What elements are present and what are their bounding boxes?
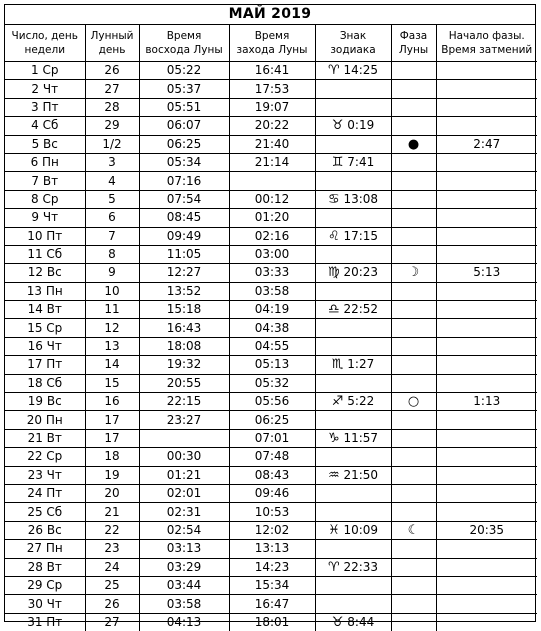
table-row — [5, 356, 537, 374]
table-row — [5, 576, 537, 594]
table-row — [5, 62, 537, 80]
header-phase-start: Начало фазы. Время затмений — [436, 25, 537, 62]
zodiac-time: 1:27 — [347, 357, 375, 372]
date-cell: 1 Ср — [5, 62, 85, 80]
table-row — [5, 429, 537, 447]
date-cell: 21 Вт — [5, 429, 85, 447]
date-cell: 28 Вт — [5, 558, 85, 576]
date-cell: 14 Вт — [5, 301, 85, 319]
zodiac-cell — [315, 484, 391, 502]
table-row — [5, 98, 537, 116]
table-row — [5, 190, 537, 208]
lunar-day-cell: 12 — [85, 319, 139, 337]
moonrise-cell: 03:29 — [139, 558, 229, 576]
moonset-cell: 16:47 — [229, 595, 315, 613]
table-row — [5, 613, 537, 631]
table-row — [5, 466, 537, 484]
moonrise-cell: 00:30 — [139, 448, 229, 466]
phase-start-cell: 1:13 — [436, 393, 537, 411]
zodiac-cell — [315, 135, 391, 153]
moon-phase-cell — [391, 117, 436, 135]
zodiac-sign-icon: ♐ — [331, 394, 344, 410]
moonrise-cell: 06:07 — [139, 117, 229, 135]
moonset-cell: 00:12 — [229, 190, 315, 208]
table-row — [5, 301, 537, 319]
moon-phase-cell — [391, 558, 436, 576]
header-moonrise: Время восхода Луны — [139, 25, 229, 62]
table-row — [5, 135, 537, 153]
table-row — [5, 411, 537, 429]
moonrise-cell — [139, 429, 229, 447]
moonrise-cell: 05:22 — [139, 62, 229, 80]
date-cell: 6 Пн — [5, 153, 85, 171]
lunar-day-cell: 25 — [85, 576, 139, 594]
zodiac-sign-icon: ♏ — [331, 357, 344, 373]
header-row — [5, 25, 537, 62]
moonset-cell: 04:55 — [229, 337, 315, 355]
zodiac-sign-icon: ♎ — [327, 302, 340, 318]
moonrise-cell: 16:43 — [139, 319, 229, 337]
moon-phase-cell — [391, 153, 436, 171]
date-cell: 26 Вс — [5, 521, 85, 539]
date-cell: 3 Пт — [5, 98, 85, 116]
zodiac-cell — [315, 172, 391, 190]
moon-phase-cell — [391, 227, 436, 245]
moonrise-cell: 05:34 — [139, 153, 229, 171]
lunar-day-cell: 5 — [85, 190, 139, 208]
moon-phase-cell — [391, 429, 436, 447]
date-cell: 29 Ср — [5, 576, 85, 594]
table-row — [5, 540, 537, 558]
moonset-cell: 05:13 — [229, 356, 315, 374]
lunar-day-cell: 27 — [85, 80, 139, 98]
zodiac-time: 0:19 — [347, 118, 375, 133]
moonset-cell: 14:23 — [229, 558, 315, 576]
zodiac-cell — [315, 282, 391, 300]
date-cell: 16 Чт — [5, 337, 85, 355]
moonset-cell — [229, 172, 315, 190]
phase-start-cell — [436, 356, 537, 374]
moon-phase-cell — [391, 337, 436, 355]
moonrise-cell: 13:52 — [139, 282, 229, 300]
lunar-day-cell: 11 — [85, 301, 139, 319]
moonrise-cell: 03:13 — [139, 540, 229, 558]
zodiac-cell — [315, 62, 391, 80]
lunar-day-cell: 9 — [85, 264, 139, 282]
zodiac-sign-icon: ♋ — [327, 191, 340, 207]
phase-start-cell — [436, 429, 537, 447]
zodiac-time: 17:15 — [343, 228, 379, 243]
zodiac-time: 5:22 — [347, 394, 375, 409]
moon-phase-cell — [391, 393, 436, 411]
moonset-cell: 03:33 — [229, 264, 315, 282]
lunar-day-cell: 8 — [85, 245, 139, 263]
table-row — [5, 282, 537, 300]
lunar-day-cell: 1/2 — [85, 135, 139, 153]
date-cell: 8 Ср — [5, 190, 85, 208]
phase-start-cell — [436, 209, 537, 227]
table-row — [5, 117, 537, 135]
moon-phase-cell — [391, 62, 436, 80]
zodiac-cell — [315, 301, 391, 319]
phase-start-cell — [436, 227, 537, 245]
zodiac-sign-icon: ♒ — [327, 467, 340, 483]
date-cell: 10 Пт — [5, 227, 85, 245]
moon-phase-cell — [391, 319, 436, 337]
lunar-day-cell: 17 — [85, 411, 139, 429]
moonrise-cell: 19:32 — [139, 356, 229, 374]
zodiac-time: 14:25 — [343, 63, 379, 78]
moonset-cell: 08:43 — [229, 466, 315, 484]
zodiac-cell — [315, 337, 391, 355]
zodiac-cell — [315, 264, 391, 282]
zodiac-sign-icon: ♈ — [327, 559, 340, 575]
table-row — [5, 503, 537, 521]
lunar-day-cell: 14 — [85, 356, 139, 374]
lunar-day-cell: 29 — [85, 117, 139, 135]
date-cell: 23 Чт — [5, 466, 85, 484]
zodiac-cell — [315, 613, 391, 631]
table-row — [5, 209, 537, 227]
phase-start-cell — [436, 613, 537, 631]
lunar-calendar-page — [4, 4, 536, 630]
moon-phase-icon: ● — [407, 136, 420, 152]
moonrise-cell: 09:49 — [139, 227, 229, 245]
phase-start-cell — [436, 484, 537, 502]
moonset-cell: 10:53 — [229, 503, 315, 521]
moonset-cell: 04:19 — [229, 301, 315, 319]
phase-start-cell — [436, 411, 537, 429]
moonset-cell: 07:01 — [229, 429, 315, 447]
zodiac-sign-icon: ♓ — [327, 522, 340, 538]
phase-start-cell — [436, 153, 537, 171]
date-cell: 31 Пт — [5, 613, 85, 631]
zodiac-cell — [315, 374, 391, 392]
table-row — [5, 153, 537, 171]
lunar-day-cell: 3 — [85, 153, 139, 171]
table-row — [5, 521, 537, 539]
moon-phase-cell — [391, 595, 436, 613]
table-row — [5, 80, 537, 98]
zodiac-cell — [315, 521, 391, 539]
phase-start-cell — [436, 245, 537, 263]
zodiac-cell — [315, 319, 391, 337]
lunar-day-cell: 7 — [85, 227, 139, 245]
zodiac-cell — [315, 429, 391, 447]
phase-start-cell — [436, 374, 537, 392]
zodiac-time: 11:57 — [343, 431, 379, 445]
date-cell: 27 Пн — [5, 540, 85, 558]
zodiac-cell — [315, 80, 391, 98]
header-lunar-day: Лунный день — [85, 25, 139, 62]
phase-start-cell: 2:47 — [436, 135, 537, 153]
moonrise-cell: 03:58 — [139, 595, 229, 613]
table-row — [5, 245, 537, 263]
zodiac-time: 22:33 — [343, 559, 379, 574]
moonset-cell: 01:20 — [229, 209, 315, 227]
moonrise-cell: 03:44 — [139, 576, 229, 594]
zodiac-time: 10:09 — [343, 522, 379, 537]
phase-start-cell — [436, 595, 537, 613]
table-row — [5, 172, 537, 190]
zodiac-sign-icon: ♍ — [327, 265, 340, 281]
moon-phase-cell — [391, 135, 436, 153]
moonrise-cell: 20:55 — [139, 374, 229, 392]
moonrise-cell: 05:37 — [139, 80, 229, 98]
lunar-day-cell: 23 — [85, 540, 139, 558]
phase-start-cell — [436, 466, 537, 484]
lunar-day-cell: 22 — [85, 521, 139, 539]
moonrise-cell: 15:18 — [139, 301, 229, 319]
header-phase: Фаза Луны — [391, 25, 436, 62]
date-cell: 24 Пт — [5, 484, 85, 502]
moonset-cell: 02:16 — [229, 227, 315, 245]
moonset-cell: 05:56 — [229, 393, 315, 411]
moonset-cell: 07:48 — [229, 448, 315, 466]
zodiac-cell — [315, 153, 391, 171]
zodiac-cell — [315, 245, 391, 263]
lunar-day-cell: 10 — [85, 282, 139, 300]
moonset-cell: 20:22 — [229, 117, 315, 135]
moonrise-cell: 18:08 — [139, 337, 229, 355]
moon-phase-cell — [391, 356, 436, 374]
zodiac-cell — [315, 558, 391, 576]
table-row — [5, 264, 537, 282]
zodiac-cell — [315, 393, 391, 411]
lunar-day-cell: 28 — [85, 98, 139, 116]
moonrise-cell: 07:54 — [139, 190, 229, 208]
date-cell: 13 Пн — [5, 282, 85, 300]
lunar-day-cell: 13 — [85, 337, 139, 355]
moon-phase-cell — [391, 503, 436, 521]
moon-phase-cell — [391, 466, 436, 484]
phase-start-cell — [436, 448, 537, 466]
zodiac-cell — [315, 356, 391, 374]
moonrise-cell: 05:51 — [139, 98, 229, 116]
phase-start-cell — [436, 337, 537, 355]
moon-phase-cell — [391, 448, 436, 466]
zodiac-cell — [315, 227, 391, 245]
lunar-day-cell: 18 — [85, 448, 139, 466]
table-row — [5, 227, 537, 245]
moonset-cell: 09:46 — [229, 484, 315, 502]
zodiac-sign-icon: ♌ — [327, 228, 340, 244]
moonrise-cell: 01:21 — [139, 466, 229, 484]
moonset-cell: 16:41 — [229, 62, 315, 80]
moon-phase-cell — [391, 245, 436, 263]
moonrise-cell: 04:13 — [139, 613, 229, 631]
moon-phase-cell — [391, 80, 436, 98]
moon-phase-cell — [391, 521, 436, 539]
date-cell: 18 Сб — [5, 374, 85, 392]
date-cell: 15 Ср — [5, 319, 85, 337]
moonrise-cell: 22:15 — [139, 393, 229, 411]
moonrise-cell: 06:25 — [139, 135, 229, 153]
date-cell: 20 Пн — [5, 411, 85, 429]
zodiac-cell — [315, 209, 391, 227]
date-cell: 4 Сб — [5, 117, 85, 135]
date-cell: 19 Вс — [5, 393, 85, 411]
phase-start-cell — [436, 503, 537, 521]
moon-phase-icon: ○ — [407, 394, 420, 410]
moonset-cell: 15:34 — [229, 576, 315, 594]
table-row — [5, 374, 537, 392]
moon-phase-cell — [391, 282, 436, 300]
moonrise-cell: 12:27 — [139, 264, 229, 282]
moon-phase-cell — [391, 301, 436, 319]
moon-phase-cell — [391, 209, 436, 227]
moon-phase-cell — [391, 613, 436, 631]
phase-start-cell: 5:13 — [436, 264, 537, 282]
table-row — [5, 595, 537, 613]
zodiac-cell — [315, 576, 391, 594]
moonrise-cell: 07:16 — [139, 172, 229, 190]
moonset-cell: 19:07 — [229, 98, 315, 116]
lunar-day-cell: 15 — [85, 374, 139, 392]
lunar-day-cell: 24 — [85, 558, 139, 576]
lunar-day-cell: 26 — [85, 62, 139, 80]
moonset-cell: 21:14 — [229, 153, 315, 171]
phase-start-cell — [436, 172, 537, 190]
date-cell: 12 Вс — [5, 264, 85, 282]
date-cell: 5 Вс — [5, 135, 85, 153]
zodiac-time: 7:41 — [347, 155, 375, 170]
header-zodiac: Знак зодиака — [315, 25, 391, 62]
zodiac-cell — [315, 595, 391, 613]
table-row — [5, 558, 537, 576]
moonset-cell: 04:38 — [229, 319, 315, 337]
phase-start-cell — [436, 190, 537, 208]
zodiac-cell — [315, 411, 391, 429]
table-row — [5, 319, 537, 337]
phase-start-cell — [436, 558, 537, 576]
phase-start-cell — [436, 301, 537, 319]
phase-start-cell — [436, 80, 537, 98]
table-row — [5, 337, 537, 355]
zodiac-time: 13:08 — [343, 191, 379, 206]
moonrise-cell: 02:31 — [139, 503, 229, 521]
moonset-cell: 18:01 — [229, 613, 315, 631]
moonset-cell: 12:02 — [229, 521, 315, 539]
lunar-day-cell: 20 — [85, 484, 139, 502]
moon-phase-cell — [391, 484, 436, 502]
zodiac-sign-icon: ♑ — [327, 431, 340, 446]
lunar-day-cell: 26 — [85, 595, 139, 613]
moon-phase-cell — [391, 540, 436, 558]
phase-start-cell: 20:35 — [436, 521, 537, 539]
moon-phase-cell — [391, 576, 436, 594]
moonrise-cell: 23:27 — [139, 411, 229, 429]
moon-phase-icon: ☽ — [407, 265, 420, 281]
lunar-calendar-table — [5, 25, 537, 631]
zodiac-cell — [315, 190, 391, 208]
page-title: МАЙ 2019 — [5, 5, 535, 25]
lunar-day-cell: 21 — [85, 503, 139, 521]
moon-phase-cell — [391, 374, 436, 392]
zodiac-time: 22:52 — [343, 302, 379, 317]
moonset-cell: 21:40 — [229, 135, 315, 153]
moonset-cell: 06:25 — [229, 411, 315, 429]
phase-start-cell — [436, 540, 537, 558]
zodiac-cell — [315, 540, 391, 558]
header-moonset: Время захода Луны — [229, 25, 315, 62]
moon-phase-cell — [391, 172, 436, 190]
date-cell: 17 Пт — [5, 356, 85, 374]
lunar-day-cell: 27 — [85, 613, 139, 631]
phase-start-cell — [436, 576, 537, 594]
phase-start-cell — [436, 98, 537, 116]
moon-phase-icon: ☾ — [407, 522, 420, 538]
lunar-day-cell: 6 — [85, 209, 139, 227]
zodiac-sign-icon: ♊ — [331, 155, 344, 171]
moon-phase-cell — [391, 190, 436, 208]
phase-start-cell — [436, 62, 537, 80]
zodiac-time: 20:23 — [343, 265, 379, 280]
lunar-day-cell: 17 — [85, 429, 139, 447]
phase-start-cell — [436, 319, 537, 337]
moonset-cell: 03:00 — [229, 245, 315, 263]
lunar-day-cell: 16 — [85, 393, 139, 411]
moonset-cell: 03:58 — [229, 282, 315, 300]
lunar-day-cell: 19 — [85, 466, 139, 484]
moonrise-cell: 08:45 — [139, 209, 229, 227]
zodiac-time: 8:44 — [347, 614, 375, 629]
zodiac-cell — [315, 503, 391, 521]
table-row — [5, 484, 537, 502]
moonset-cell: 17:53 — [229, 80, 315, 98]
date-cell: 9 Чт — [5, 209, 85, 227]
moonrise-cell: 02:54 — [139, 521, 229, 539]
zodiac-time: 21:50 — [343, 467, 379, 482]
moon-phase-cell — [391, 264, 436, 282]
date-cell: 7 Вт — [5, 172, 85, 190]
header-day: Число, день недели — [5, 25, 85, 62]
zodiac-sign-icon: ♉ — [331, 614, 344, 630]
lunar-day-cell: 4 — [85, 172, 139, 190]
date-cell: 11 Сб — [5, 245, 85, 263]
moon-phase-cell — [391, 98, 436, 116]
date-cell: 30 Чт — [5, 595, 85, 613]
zodiac-sign-icon: ♈ — [327, 63, 340, 79]
moonset-cell: 13:13 — [229, 540, 315, 558]
zodiac-cell — [315, 117, 391, 135]
zodiac-cell — [315, 448, 391, 466]
date-cell: 22 Ср — [5, 448, 85, 466]
date-cell: 25 Сб — [5, 503, 85, 521]
zodiac-cell — [315, 466, 391, 484]
table-row — [5, 448, 537, 466]
moonrise-cell: 02:01 — [139, 484, 229, 502]
date-cell: 2 Чт — [5, 80, 85, 98]
moonset-cell: 05:32 — [229, 374, 315, 392]
phase-start-cell — [436, 117, 537, 135]
zodiac-cell — [315, 98, 391, 116]
zodiac-sign-icon: ♉ — [331, 118, 344, 134]
moonrise-cell: 11:05 — [139, 245, 229, 263]
table-row — [5, 393, 537, 411]
phase-start-cell — [436, 282, 537, 300]
moon-phase-cell — [391, 411, 436, 429]
